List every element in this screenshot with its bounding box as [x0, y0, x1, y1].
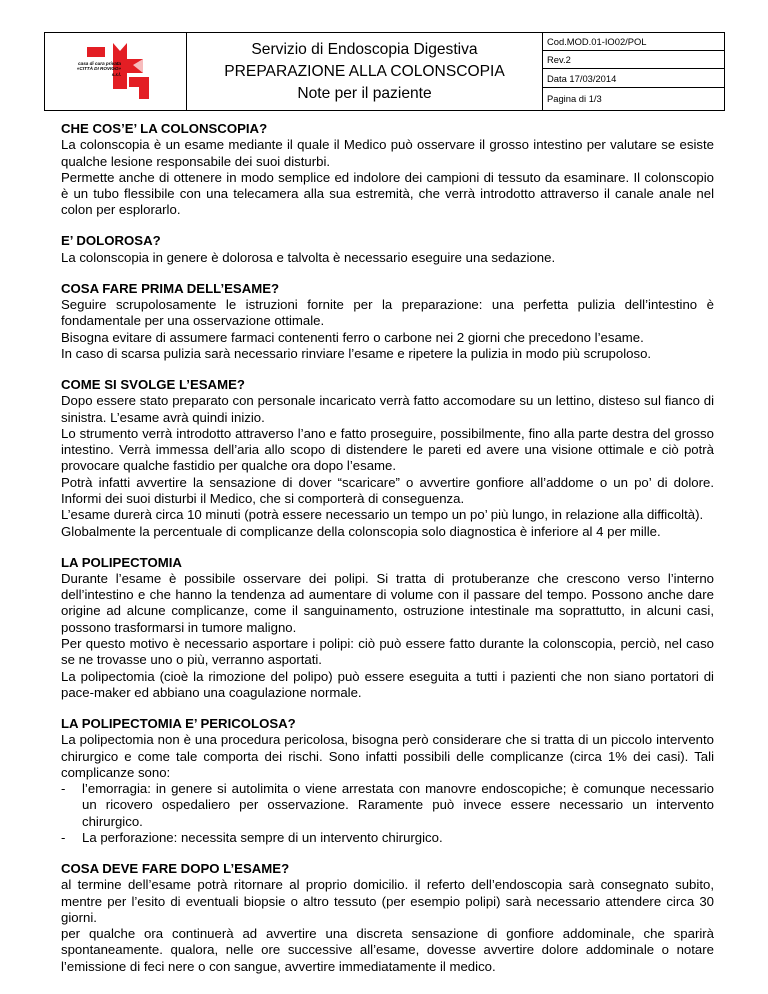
section-heading: LA POLIPECTOMIA E’ PERICOLOSA? [61, 715, 296, 731]
document-page: Pagina di 1/3 [547, 93, 602, 105]
section-polypectomy [61, 555, 714, 702]
document-date: Data 17/03/2014 [543, 69, 724, 87]
complications-list [61, 781, 714, 846]
paragraph: Potrà infatti avvertire la sensazione di dover “scaricare” o avvertire gonfiore all’addome o un po’ di dolore. Informi dei suoi disturbi il Medico, che si comporterà di conseguenza. [61, 474, 714, 506]
document-body [61, 121, 714, 990]
section-heading: COSA DEVE FARE DOPO L’ESAME? [61, 861, 290, 876]
document-meta [543, 33, 724, 110]
list-item: - l’emorragia: in genere si autolimita o viene arrestata con manovre endoscopiche; è comunque necessario un ricovero ospedaliero per osservazione. Raramente può invece essere necessario un intervento chirurgico. [61, 781, 714, 830]
section-procedure [61, 377, 714, 540]
paragraph: Seguire scrupolosamente le istruzioni fornite per la preparazione: una perfetta pulizia dell’intestino è fondamentale per una osservazione ottimale. [61, 297, 714, 329]
paragraph: Bisogna evitare di assumere farmaci contenenti ferro o carbone nei 2 giorni che precedono l’esame. [61, 329, 644, 345]
paragraph: La polipectomia (cioè la rimozione del polipo) può essere eseguita a tutti i pazienti che non siano portatori di pace-maker ed abbiano una coagulazione normale. [61, 668, 714, 700]
logo-cell [45, 33, 187, 110]
section-heading: COME SI SVOLGE L’ESAME? [61, 376, 245, 392]
document-title-block [187, 33, 543, 110]
section-painful [61, 233, 714, 266]
document-code: Cod.MOD.01-IO02/POL [543, 33, 724, 51]
paragraph: In caso di scarsa pulizia sarà necessario rinviare l’esame e ripetere la pulizia in modo più scrupoloso. [61, 345, 652, 361]
section-heading: CHE COS’E’ LA COLONSCOPIA? [61, 121, 268, 136]
logo-clinic-name: casa di cura privata «CITTÀ DI ROVIGO» s.r.l. [76, 61, 121, 77]
paragraph: per qualche ora continuerà ad avvertire una discreta sensazione di gonfiore addominale, che sparirà spontaneamente. qualora, nelle ore successive all’esame, dovesse avvertire dolore addominale o notare l’emissione di feci nere o con sangue, avvertire immediatamente il medico. [61, 926, 714, 974]
section-what-is [61, 121, 714, 219]
paragraph: Globalmente la percentuale di complicanze della colonscopia solo diagnostica è inferiore al 4 per mille. [61, 523, 661, 539]
document-header [44, 32, 725, 111]
paragraph: L’esame durerà circa 10 minuti (potrà essere necessario un tempo un po’ più lungo, in relazione alla difficoltà). [61, 507, 704, 523]
paragraph: Dopo essere stato preparato con personale incaricato verrà fatto accomodare su un lettino, disteso sul fianco di sinistra. L’esame avrà quindi inizio. [61, 393, 714, 425]
section-heading: E’ DOLOROSA? [61, 233, 161, 249]
document-title: PREPARAZIONE ALLA COLONSCOPIA [224, 62, 505, 80]
section-heading: LA POLIPECTOMIA [61, 554, 182, 570]
paragraph: Durante l’esame è possibile osservare dei polipi. Si tratta di protuberanze che crescono verso l’interno dell’intestino e che hanno la tendenza ad aumentare di volume con il passare del tempo. Possono anche dare origine ad alcune complicanze, come il sanguinamento, ostruzione intestinale ma soprattutto, in alcuni casi, possono trasformarsi in tumore maligno. [61, 570, 714, 635]
section-polypectomy-risks [61, 716, 714, 846]
section-after-exam [61, 861, 714, 975]
section-heading: COSA FARE PRIMA DELL’ESAME? [61, 280, 280, 296]
paragraph: La colonscopia è un esame mediante il quale il Medico può osservare il grosso intestino per valutare se esiste qualche lesione responsabile dei suoi disturbi. [61, 137, 714, 169]
paragraph: Permette anche di ottenere in modo semplice ed indolore dei campioni di tessuto da esaminare. Il colonscopio è un tubo flessibile con una telecamera alla sua estremità, che verrà introdotto attraverso il canale anale nel colon per esplorarlo. [61, 169, 714, 218]
paragraph: Per questo motivo è necessario asportare i polipi: ciò può essere fatto durante la colonscopia, perciò, nel caso se ne trovasse uno o più, verranno asportati. [61, 636, 714, 668]
paragraph: Lo strumento verrà introdotto attraverso l’ano e fatto proseguire, possibilmente, fino alla parte destra del grosso intestino. Verrà immessa dell’aria allo scopo di distendere le pareti ed avere una visione ottimale e ciò potrà provocare qualche fastidio per qualche ora dopo l’esame. [61, 425, 714, 474]
document-subtitle: Note per il paziente [297, 84, 432, 102]
paragraph: al termine dell’esame potrà ritornare al proprio domicilio. il referto dell’endoscopia sarà consegnato subito, mentre per l’esito di eventuali biopsie o altro tessuto (per esempio polipi) sarà necessario attendere circa 30 giorni. [61, 877, 714, 925]
paragraph: La colonscopia in genere è dolorosa e talvolta è necessario eseguire una sedazione. [61, 249, 556, 265]
paragraph: La polipectomia non è una procedura pericolosa, bisogna però considerare che si tratta di un piccolo intervento chirurgico e come tale comporta dei rischi. Sono infatti possibili delle complicanze (circa 1% dei casi). Tali complicanze sono: [61, 732, 714, 780]
list-item: - La perforazione: necessita sempre di un intervento chirurgico. [61, 830, 714, 846]
department-title: Servizio di Endoscopia Digestiva [251, 40, 478, 58]
document-revision: Rev.2 [543, 51, 724, 69]
section-before-exam [61, 281, 714, 362]
